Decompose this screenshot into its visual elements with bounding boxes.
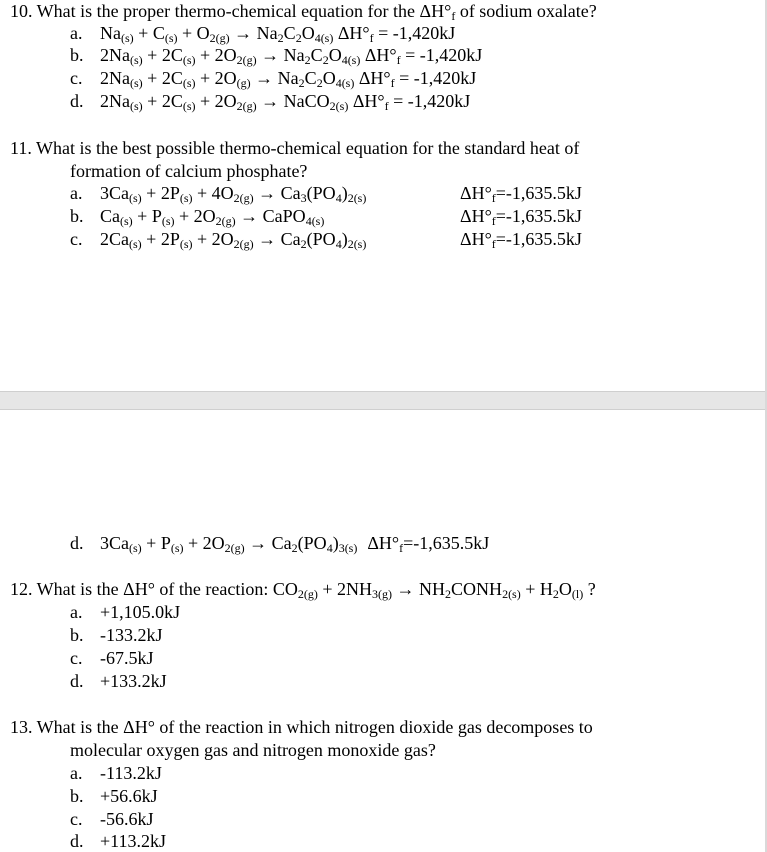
q12-option-a: a. +1,105.0kJ [70, 602, 181, 622]
q11-option-d-enthalpy: $\Delta H^\circ_f=-1,635.5kJ$ [367, 533, 490, 555]
q13-option-b: b. +56.6kJ [70, 786, 158, 806]
q11-stem-line2: formation of calcium phosphate? [70, 161, 308, 181]
q11-stem-line1: 11. What is the best possible thermo-chemical equation for the standard heat of [10, 138, 580, 158]
q11-option-c: c. $2Ca_{(s)} + 2P_{(s)} + 2O_{2(g)} \to Ca_2(PO_4)_{2(s)}$ [70, 229, 367, 251]
document-page-1 [0, 0, 767, 391]
q13-stem-line2: molecular oxygen gas and nitrogen monoxide gas? [70, 740, 436, 760]
q12-stem: 12. What is the ΔH° of the reaction: $CO_{2(g)} + 2NH_{3(g)}$ → $NH_2CONH_{2(s)} + H_2O_{(l)}$ ? [10, 579, 596, 601]
q11-option-c-enthalpy: $\Delta H^\circ_f=-1,635.5kJ$ [460, 229, 582, 251]
q10-option-c: c. $2Na_{(s)} + 2C_{(s)} + 2O_{(g)} \to Na_2C_2O_{4(s)}$ $\Delta H^\circ_f = -1,420kJ$ [70, 68, 477, 90]
page-break-gap [0, 391, 767, 410]
q12-option-d: d. +133.2kJ [70, 671, 167, 691]
q13-option-c: c. -56.6kJ [70, 809, 154, 829]
q10-option-a: a. $Na_{(s)} + C_{(s)} + O_{2(g)} \to Na_2C_2O_{4(s)}$ $\Delta H^\circ_f = -1,420kJ$ [70, 23, 456, 45]
q11-option-b-enthalpy: $\Delta H^\circ_f=-1,635.5kJ$ [460, 206, 582, 228]
q11-option-d: d. $3Ca_{(s)} + P_{(s)} + 2O_{2(g)} \to Ca_2(PO_4)_{3(s)}$ $\Delta H^\circ_f=-1,635.5kJ$ [70, 533, 490, 555]
q13-stem-line1: 13. What is the ΔH° of the reaction in which nitrogen dioxide gas decomposes to [10, 717, 593, 737]
q13-option-d: d. +113.2kJ [70, 831, 166, 851]
q11-option-a: a. $3Ca_{(s)} + 2P_{(s)} + 4O_{2(g)} \to Ca_3(PO_4)_{2(s)}$ [70, 183, 367, 205]
q10-option-d: d. $2Na_{(s)} + 2C_{(s)} + 2O_{2(g)}$ → NaCO$_{2(s)}$ $\Delta H^\circ_f = -1,420kJ$ [70, 91, 471, 113]
q12-option-b: b. -133.2kJ [70, 625, 163, 645]
q10-stem: 10. What is the proper thermo-chemical equation for the $\Delta H^\circ_f$ of sodium oxalate? [10, 1, 597, 23]
q11-option-a-enthalpy: $\Delta H^\circ_f=-1,635.5kJ$ [460, 183, 582, 205]
document-page-2 [0, 410, 767, 852]
q12-option-c: c. -67.5kJ [70, 648, 154, 668]
q11-option-b: b. $Ca_{(s)} + P_{(s)} + 2O_{2(g)}$ → CaPO$_{4(s)}$ [70, 206, 325, 228]
q13-option-a: a. -113.2kJ [70, 763, 162, 783]
q10-option-b: b. $2Na_{(s)} + 2C_{(s)} + 2O_{2(g)} \to Na_2C_2O_{4(s)}$ $\Delta H^\circ_f = -1,420kJ$ [70, 45, 483, 67]
